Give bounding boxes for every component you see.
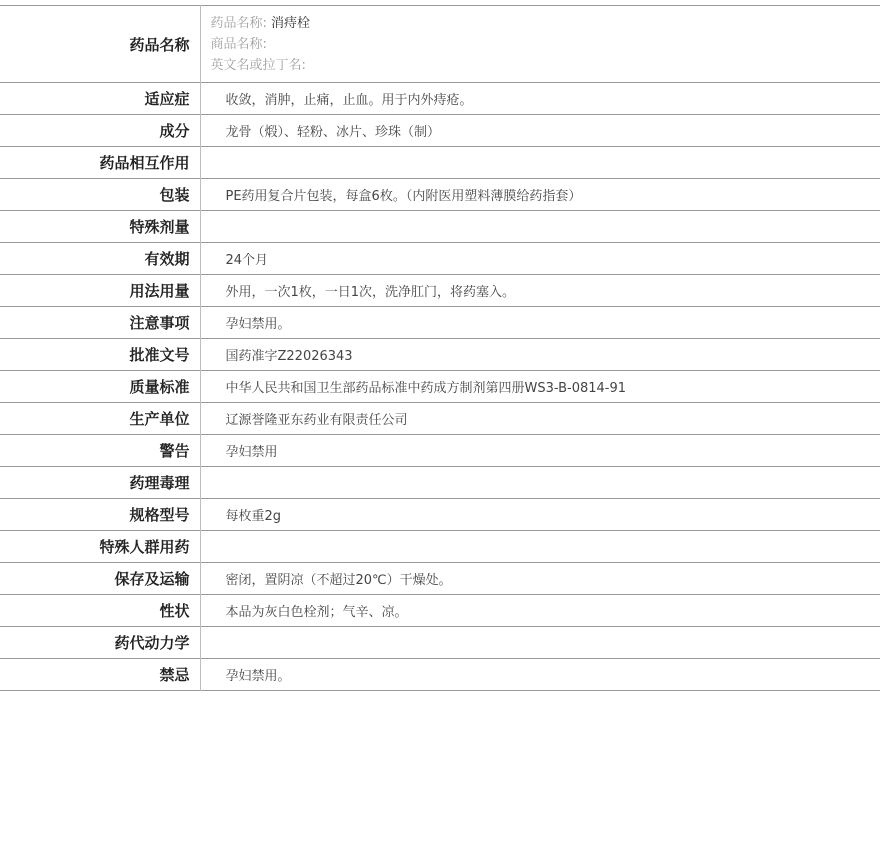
row-label: 特殊人群用药 <box>0 531 200 563</box>
row-label: 警告 <box>0 435 200 467</box>
row-value <box>200 627 880 659</box>
table-row-drug-name <box>0 6 880 83</box>
table-row <box>0 403 880 435</box>
table-row <box>0 499 880 531</box>
name-line-key: 药品名称: <box>210 15 267 31</box>
table-row <box>0 563 880 595</box>
row-label: 生产单位 <box>0 403 200 435</box>
table-row <box>0 371 880 403</box>
table-row <box>0 147 880 179</box>
row-label: 用法用量 <box>0 275 200 307</box>
row-label: 药品相互作用 <box>0 147 200 179</box>
row-label: 药品名称 <box>0 6 200 83</box>
row-label: 包装 <box>0 179 200 211</box>
row-label: 性状 <box>0 595 200 627</box>
table-row <box>0 467 880 499</box>
drug-name-cell <box>200 6 880 83</box>
row-label: 成分 <box>0 115 200 147</box>
row-label: 规格型号 <box>0 499 200 531</box>
table-row <box>0 659 880 691</box>
row-value: 外用，一次1枚，一日1次，洗净肛门，将药塞入。 <box>225 285 516 300</box>
row-value: 密闭，置阴凉（不超过20℃）干燥处。 <box>225 573 452 588</box>
table-row <box>0 243 880 275</box>
table-row <box>0 435 880 467</box>
row-value <box>200 531 880 563</box>
row-value: PE药用复合片包装，每盒6枚。（内附医用塑料薄膜给药指套） <box>225 189 582 204</box>
table-row <box>0 339 880 371</box>
name-line-key: 英文名或拉丁名: <box>210 57 306 73</box>
row-value: 24个月 <box>225 253 269 268</box>
name-line-trade <box>211 34 880 55</box>
name-line-latin <box>211 55 880 76</box>
row-value: 孕妇禁用。 <box>225 317 291 332</box>
name-line-key: 商品名称: <box>210 36 267 52</box>
row-label: 注意事项 <box>0 307 200 339</box>
table-row <box>0 211 880 243</box>
row-label: 有效期 <box>0 243 200 275</box>
row-label: 批准文号 <box>0 339 200 371</box>
name-line-generic <box>211 13 880 34</box>
table-row <box>0 307 880 339</box>
row-value: 孕妇禁用。 <box>225 669 291 684</box>
row-value: 龙骨（煅）、轻粉、冰片、珍珠（制） <box>225 125 441 140</box>
row-label: 保存及运输 <box>0 563 200 595</box>
row-value: 每枚重2g <box>225 509 282 524</box>
table-row <box>0 83 880 115</box>
row-value <box>200 211 880 243</box>
name-line-value: 消痔栓 <box>271 15 311 31</box>
table-row <box>0 179 880 211</box>
row-value <box>200 147 880 179</box>
row-value: 本品为灰白色栓剂；气辛、凉。 <box>225 605 408 620</box>
drug-info-table <box>0 5 880 691</box>
row-value: 国药准字Z22026343 <box>225 349 353 364</box>
row-label: 特殊剂量 <box>0 211 200 243</box>
row-value <box>200 467 880 499</box>
table-row <box>0 595 880 627</box>
table-row <box>0 627 880 659</box>
row-label: 质量标准 <box>0 371 200 403</box>
row-value: 孕妇禁用 <box>225 445 278 460</box>
row-value: 中华人民共和国卫生部药品标准中药成方制剂第四册WS3-B-0814-91 <box>225 381 627 396</box>
table-row <box>0 531 880 563</box>
row-label: 适应症 <box>0 83 200 115</box>
row-value: 收敛，消肿，止痛，止血。用于内外痔疮。 <box>225 93 473 108</box>
table-row <box>0 275 880 307</box>
table-row <box>0 115 880 147</box>
row-label: 药代动力学 <box>0 627 200 659</box>
row-label: 药理毒理 <box>0 467 200 499</box>
row-value: 辽源誉隆亚东药业有限责任公司 <box>225 413 408 428</box>
row-label: 禁忌 <box>0 659 200 691</box>
